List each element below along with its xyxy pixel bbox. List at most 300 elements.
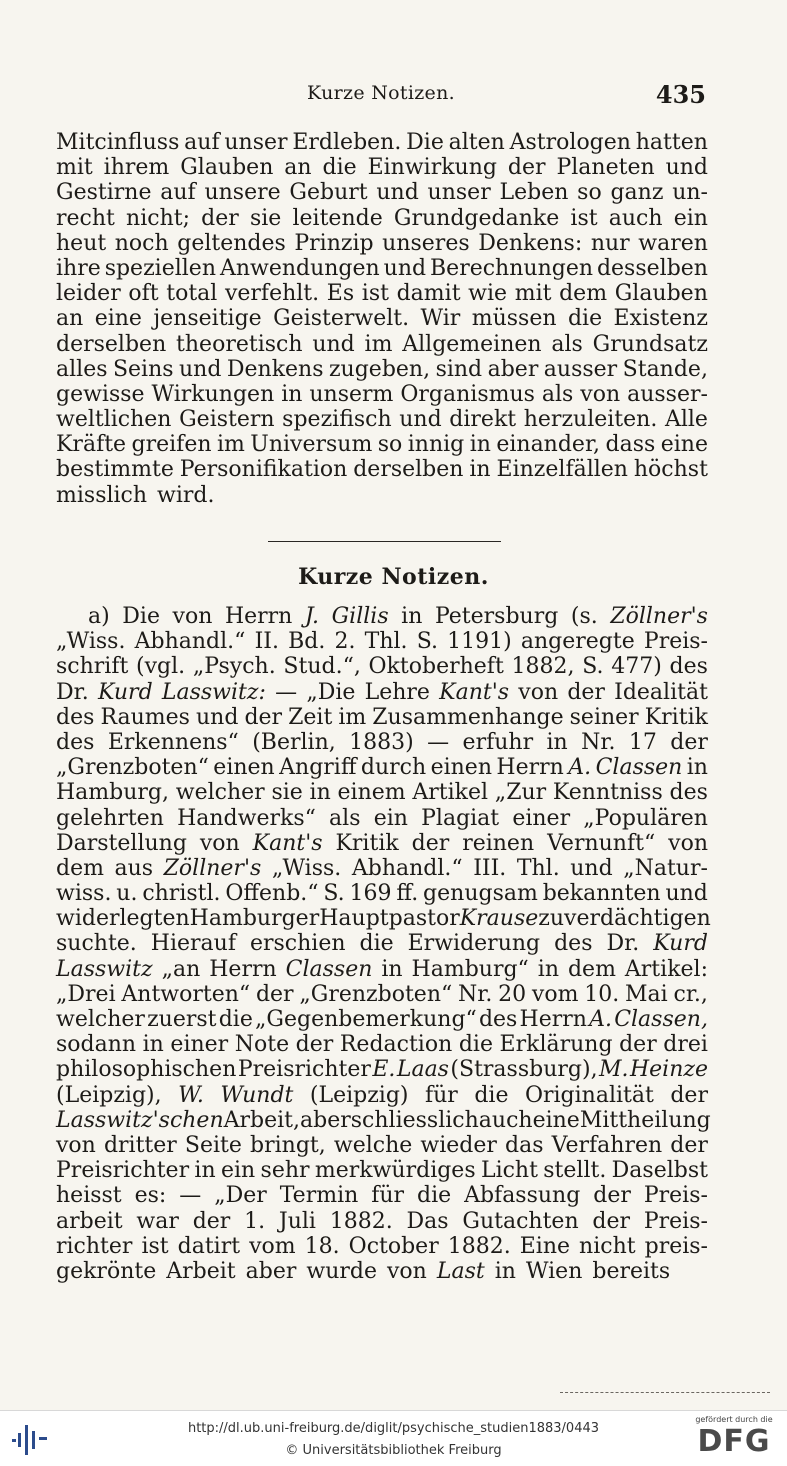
text-line <box>56 604 708 629</box>
word: Hamburger <box>189 906 320 932</box>
word: Herrn <box>224 604 293 629</box>
word: Stande, <box>622 356 708 382</box>
word: Denkens <box>226 356 324 382</box>
word: für <box>425 1082 458 1108</box>
word: der <box>670 729 708 755</box>
word: III. <box>473 855 507 881</box>
word: dem <box>56 855 104 881</box>
word: erschien <box>249 931 346 957</box>
word: eine <box>532 1107 580 1133</box>
word: angeregte <box>520 629 635 655</box>
text-line <box>56 306 708 331</box>
word: Gillis <box>331 604 389 629</box>
word: unser <box>224 130 288 155</box>
word: Seite <box>184 1132 242 1158</box>
text-line <box>56 680 708 705</box>
word: gelehrten <box>56 805 164 831</box>
word: speziellen <box>104 255 216 281</box>
word: Herrn <box>496 755 564 781</box>
word: Denkens: <box>478 230 583 256</box>
text-line <box>56 432 708 457</box>
word: Mai <box>625 981 668 1007</box>
word: unser <box>427 180 491 206</box>
text-line <box>56 957 708 982</box>
text-line <box>56 332 708 357</box>
word: Die <box>122 604 160 629</box>
text-line <box>56 155 708 180</box>
word: leitende <box>292 205 383 231</box>
word: alles <box>56 356 108 382</box>
word: waren <box>638 230 708 256</box>
word: Offenb.“ <box>225 881 319 907</box>
word: die <box>417 1183 452 1209</box>
word: Verfahren <box>551 1132 663 1158</box>
word: als <box>541 381 574 407</box>
word: aber <box>245 1258 297 1284</box>
paragraph-notice-a <box>56 604 711 1284</box>
word: „Populären <box>583 805 708 831</box>
word: des <box>56 729 95 755</box>
word: als <box>551 331 583 357</box>
word: Last <box>436 1258 485 1284</box>
word: 1882, <box>511 654 575 680</box>
word: 10. <box>584 981 620 1007</box>
word: Glauben <box>614 281 708 307</box>
word: „Der <box>214 1183 267 1209</box>
word: Hauptpastor <box>319 906 460 932</box>
word: Oktoberheft <box>368 654 504 680</box>
text-line <box>56 906 711 932</box>
word: u. <box>116 881 138 907</box>
word: Zöllner's <box>163 855 262 881</box>
word: dass <box>605 432 656 458</box>
word: Vernunft“ <box>547 830 656 856</box>
word: Classen, <box>614 1007 708 1032</box>
word: S. <box>323 881 345 907</box>
word: die <box>474 1082 509 1108</box>
word: Eine <box>519 1233 571 1259</box>
word: arbeit <box>56 1208 123 1234</box>
word: von <box>518 679 559 705</box>
permalink-url[interactable]: http://dl.ub.uni-freiburg.de/diglit/psychische_studien1883/0443 <box>187 1421 600 1436</box>
word: in <box>381 956 403 982</box>
word: des <box>56 704 95 730</box>
word: A. <box>568 755 592 781</box>
word: (Berlin, <box>252 729 336 755</box>
word: so <box>577 180 602 206</box>
text-line <box>56 180 708 205</box>
viewer-footer <box>0 1410 787 1466</box>
word: ausser <box>543 356 618 382</box>
word: und <box>312 331 355 357</box>
word: ihre <box>56 255 101 281</box>
word: schrift <box>56 654 129 680</box>
word: 169 <box>349 881 392 907</box>
word: (vgl. <box>136 654 186 680</box>
word: wie <box>468 281 508 307</box>
word: Preisrichter <box>237 1057 371 1083</box>
word: welcher <box>175 780 265 806</box>
word: dritter <box>103 1132 177 1158</box>
paragraph-continuation <box>56 130 708 508</box>
word: Grundgedanke <box>393 205 560 231</box>
word: die <box>322 155 357 181</box>
word: von <box>199 830 240 856</box>
text-line <box>56 755 708 780</box>
word: Arbeit, <box>223 1107 301 1133</box>
word: Geisterwelt. <box>273 306 410 332</box>
word: in <box>537 956 559 982</box>
word: höchst <box>633 457 708 483</box>
word: Herrn <box>519 1007 587 1032</box>
text-line <box>56 806 708 831</box>
word: — <box>427 729 450 755</box>
word: Organismus <box>400 381 535 407</box>
word: des <box>669 654 708 680</box>
word: Personifikation <box>179 457 348 483</box>
word: die <box>567 306 603 332</box>
word: von <box>56 1132 96 1158</box>
word: Kritik <box>335 830 399 856</box>
word: Einzelfällen <box>496 457 628 483</box>
word: October <box>348 1233 439 1259</box>
word: wurde <box>306 1258 377 1284</box>
word: welche <box>333 1132 413 1158</box>
word: einen <box>213 755 275 781</box>
word: Grundsatz <box>592 331 708 357</box>
word: im <box>338 704 367 730</box>
word: Arbeit <box>166 1258 236 1284</box>
word: gekrönte <box>56 1258 157 1284</box>
word: (s. <box>570 604 598 629</box>
word: „Wiss. <box>56 629 126 655</box>
word: unseres <box>382 230 470 256</box>
word: „Wiss. <box>271 855 342 881</box>
word: der <box>592 1208 631 1234</box>
word: 1883) <box>349 729 414 755</box>
word: Kant's <box>439 679 510 705</box>
word: der <box>192 1208 231 1234</box>
word: S. <box>582 654 604 680</box>
word: Zöllner's <box>610 604 708 629</box>
word: verfehlt. <box>224 281 320 307</box>
word: ist <box>141 1233 169 1259</box>
text-line <box>56 457 708 482</box>
word: der <box>567 679 605 705</box>
word: nur <box>590 230 630 256</box>
word: noch <box>114 230 169 256</box>
word: A. <box>589 1007 613 1032</box>
word: oft <box>128 281 159 307</box>
word: der <box>593 1183 631 1209</box>
word: Seins <box>112 356 174 382</box>
word: Redaction <box>339 1032 453 1058</box>
word: Erklärung <box>499 1032 613 1058</box>
word: widerlegten <box>56 906 190 932</box>
word: un- <box>672 180 708 206</box>
word: in <box>194 1158 216 1184</box>
word: Erwiderung <box>407 931 541 957</box>
section-title: Kurze Notizen. <box>298 564 489 590</box>
word: eine <box>94 306 142 332</box>
word: 18. <box>304 1233 340 1259</box>
copyright-notice: © Universitätsbibliothek Freiburg <box>285 1443 502 1458</box>
text-line <box>56 1158 708 1183</box>
word: heut <box>56 230 107 256</box>
word: Mitcinfluss <box>56 130 180 155</box>
text-line <box>56 1133 708 1158</box>
word: Geburt <box>289 180 368 206</box>
word: dem <box>567 956 616 982</box>
text-line <box>56 382 708 407</box>
word: S. <box>416 629 438 655</box>
word: als <box>329 805 361 831</box>
word: es: <box>134 1183 167 1209</box>
word: einen <box>430 755 492 781</box>
text-line <box>56 1007 708 1032</box>
word: Hamburg“ <box>411 956 529 982</box>
word: müssen <box>471 306 557 332</box>
word: die <box>458 1032 493 1058</box>
word: merkwürdiges <box>314 1158 476 1184</box>
word: dem <box>559 281 608 307</box>
word: sodann <box>56 1032 137 1058</box>
word: Universum <box>250 432 373 458</box>
word: 20 <box>498 981 527 1007</box>
word: Kenntniss <box>552 780 663 806</box>
word: aber <box>487 356 539 382</box>
word: ihrem <box>103 155 170 181</box>
word: und <box>179 356 222 382</box>
word: Angriff <box>279 755 357 781</box>
word: preis- <box>644 1233 708 1259</box>
word: Wirkungen <box>151 381 275 407</box>
word: Berechnungen <box>430 255 594 281</box>
text-line <box>56 931 708 956</box>
word: bereits <box>592 1258 671 1284</box>
text-line <box>56 780 708 805</box>
word: Preis- <box>643 629 708 655</box>
word: bestimmte <box>56 457 174 483</box>
word: desselben <box>596 255 708 281</box>
word: herzuleiten. <box>523 407 658 433</box>
word: sind <box>435 356 483 382</box>
word: Note <box>234 1032 290 1058</box>
word: wiss. <box>56 881 112 907</box>
word: in <box>546 729 568 755</box>
word: geltendes <box>177 230 286 256</box>
word: verdächtigen <box>564 906 711 932</box>
word: recht <box>56 205 115 231</box>
dfg-funding-text: gefördert durch die <box>695 1415 773 1424</box>
word: Idealität <box>614 679 708 705</box>
word: Hamburg, <box>56 780 170 806</box>
word: Prinzip <box>294 230 374 256</box>
text-line <box>56 206 708 231</box>
word: Lasswitz: <box>161 679 266 705</box>
word: Krause <box>459 906 539 932</box>
word: Abfassung <box>464 1183 581 1209</box>
word: „Grenzboten“ <box>56 755 209 781</box>
word: erfuhr <box>462 729 534 755</box>
text-line <box>56 730 708 755</box>
word: unserm <box>309 381 394 407</box>
word: bekannten <box>542 881 661 907</box>
word: und <box>383 255 427 281</box>
word: Kurd <box>653 931 708 957</box>
word: J. <box>304 604 320 629</box>
text-line <box>56 1209 708 1234</box>
word: Mittheilung <box>579 1107 711 1133</box>
word: mit <box>514 281 552 307</box>
word: und <box>376 180 419 206</box>
word: Darstellung <box>56 830 187 856</box>
word: „Psych. <box>192 654 276 680</box>
word: misslich <box>56 482 148 508</box>
word: Dr. <box>56 679 89 705</box>
word: die <box>218 1007 253 1032</box>
word: in <box>469 457 491 483</box>
word: cr., <box>673 981 708 1007</box>
word: Lehre <box>364 679 430 705</box>
word: Nr. <box>458 981 493 1007</box>
word: Gestirne <box>56 180 152 206</box>
word: Laas <box>396 1057 449 1083</box>
word: in <box>142 1032 164 1058</box>
word: Preis- <box>643 1208 708 1234</box>
word: wird. <box>157 482 215 508</box>
word: hatten <box>635 130 708 155</box>
word: Planeten <box>556 155 655 181</box>
word: Petersburg <box>434 604 559 629</box>
word: gewisse <box>56 381 145 407</box>
word: Thl. <box>516 855 560 881</box>
word: einer <box>512 805 571 831</box>
word: und <box>570 855 613 881</box>
word: und <box>665 155 708 181</box>
word: Es <box>326 281 355 307</box>
page-number: 435 <box>655 80 706 109</box>
word: drei <box>663 1032 708 1058</box>
word: zuerst <box>147 1007 217 1032</box>
word: suchte. <box>56 931 137 957</box>
word: mit <box>56 155 93 181</box>
word: Classen <box>285 956 373 982</box>
word: „Natur- <box>623 855 708 881</box>
word: christl. <box>142 881 221 907</box>
word: „Drei <box>56 981 116 1007</box>
word: Wien <box>525 1258 583 1284</box>
word: M. <box>599 1057 629 1083</box>
word: schliesslich <box>350 1107 479 1133</box>
word: Kritik <box>644 704 708 730</box>
word: 1191) <box>447 629 512 655</box>
word: 477) <box>611 654 662 680</box>
text-line <box>56 256 708 281</box>
word: das <box>505 1132 544 1158</box>
word: 1882. <box>329 1208 393 1234</box>
word: Abhandl.“ <box>351 855 463 881</box>
running-head <box>56 82 706 116</box>
text-line <box>56 1083 708 1108</box>
word: in <box>401 604 423 629</box>
word: der <box>670 1132 708 1158</box>
word: und <box>665 881 708 907</box>
text-line <box>56 1057 708 1082</box>
word: der <box>670 1082 708 1108</box>
footer-divider <box>560 1392 770 1393</box>
word: Termin <box>279 1183 359 1209</box>
word: Classen <box>595 755 683 781</box>
word: vom <box>249 1233 296 1259</box>
word: total <box>166 281 218 307</box>
word: 1. <box>244 1208 266 1234</box>
word: Wundt <box>220 1082 294 1108</box>
word: Erdleben. <box>292 130 402 155</box>
word: philosophischen <box>56 1057 237 1083</box>
word: ff. <box>396 881 419 907</box>
word: der <box>507 155 546 181</box>
word: der <box>255 981 294 1007</box>
word: so <box>377 432 403 458</box>
text-line <box>56 856 708 881</box>
text-line <box>56 1259 708 1284</box>
word: Preis- <box>643 1183 708 1209</box>
word: (Leipzig) <box>309 1082 409 1108</box>
word: des <box>669 780 708 806</box>
word: Heinze <box>629 1057 708 1083</box>
running-title: Kurze Notizen. <box>307 82 455 104</box>
word: im <box>216 432 245 458</box>
word: jenseitige <box>153 306 262 332</box>
word: der <box>411 830 450 856</box>
word: Plagiat <box>421 805 500 831</box>
word: auch <box>608 205 663 231</box>
text-line <box>56 407 708 432</box>
word: Geistern <box>179 407 275 433</box>
text-line <box>56 654 708 679</box>
word: sie <box>271 780 303 806</box>
text-line <box>56 1107 711 1133</box>
text-line <box>56 1234 708 1259</box>
word: zugeben, <box>328 356 431 382</box>
word: war <box>136 1208 179 1234</box>
word: sehr <box>260 1158 310 1184</box>
word: Nr. <box>581 729 616 755</box>
word: ein <box>373 805 408 831</box>
word: Das <box>406 1208 449 1234</box>
text-line <box>56 231 708 256</box>
word: Antworten“ <box>121 981 251 1007</box>
word: ein <box>220 1158 256 1184</box>
word: Gutachten <box>462 1208 579 1234</box>
word: ist <box>570 205 598 231</box>
word: die <box>359 931 394 957</box>
word: Originalität <box>524 1082 654 1108</box>
word: Bd. <box>288 629 326 655</box>
word: Preisrichter <box>56 1158 190 1184</box>
word: welcher <box>56 1007 145 1032</box>
word: „Zur <box>494 780 547 806</box>
word: E. <box>372 1057 396 1083</box>
word: des <box>478 1007 518 1032</box>
word: der <box>295 1032 334 1058</box>
word: damit <box>396 281 461 307</box>
word: genugsam <box>423 881 538 907</box>
word: eine <box>660 432 708 458</box>
text-line <box>56 483 708 508</box>
word: heisst <box>56 1183 122 1209</box>
